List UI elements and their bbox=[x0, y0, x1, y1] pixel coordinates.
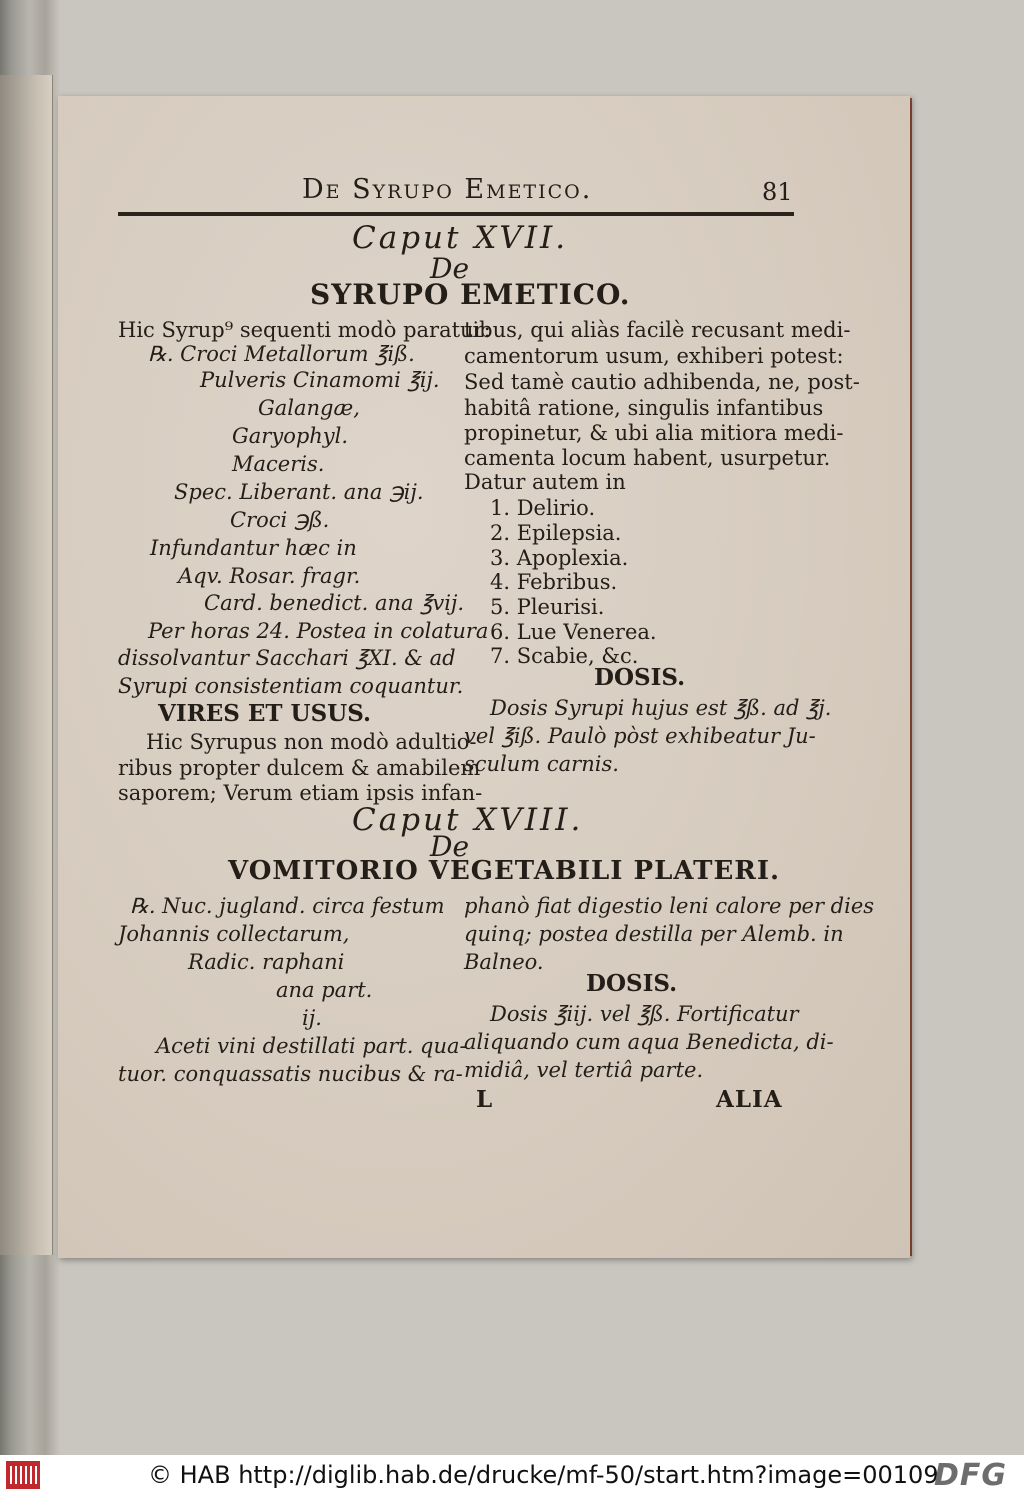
dosis-heading: DOSIS. bbox=[594, 664, 686, 691]
text-line: Dosis Syrupi hujus est ℥ß. ad ℥j. bbox=[490, 696, 832, 720]
list-item: 5. Pleurisi. bbox=[490, 595, 605, 619]
text-line: Aceti vini destillati part. qua- bbox=[156, 1034, 467, 1058]
text-line: Johannis collectarum, bbox=[118, 922, 350, 946]
text-line: phanò fiat digestio leni calore per dies bbox=[464, 894, 875, 918]
page-number: 81 bbox=[762, 178, 793, 206]
text-line: propinetur, & ubi alia mitiora medi- bbox=[464, 421, 844, 445]
list-item: 4. Febribus. bbox=[490, 570, 618, 594]
hab-logo-icon bbox=[6, 1461, 40, 1489]
text-line: Card. benedict. ana ℥vij. bbox=[204, 591, 465, 615]
text-line: camenta locum habent, usurpetur. bbox=[464, 446, 831, 470]
text-line: Datur autem in bbox=[464, 470, 626, 494]
text-line: dissolvantur Sacchari ℥XI. & ad bbox=[118, 646, 456, 670]
signature-mark: L bbox=[476, 1086, 493, 1113]
text-line: Syrupi consistentiam coquantur. bbox=[118, 674, 464, 698]
catchword: ALIA bbox=[716, 1086, 783, 1113]
dosis-heading: DOSIS. bbox=[586, 970, 678, 997]
chapter-title: Caput XVIII. bbox=[352, 802, 584, 838]
previous-page-edge bbox=[0, 75, 53, 1255]
chapter-heading: VOMITORIO VEGETABILI PLATERI. bbox=[228, 856, 781, 886]
text-line: ij. bbox=[302, 1006, 322, 1030]
text-line: aliquando cum aqua Benedicta, di- bbox=[464, 1030, 834, 1054]
text-line: Infundantur hæc in bbox=[150, 536, 357, 560]
list-item: 3. Apoplexia. bbox=[490, 546, 629, 570]
header-rule bbox=[118, 212, 794, 216]
text-line: sculum carnis. bbox=[464, 752, 619, 776]
text-line: Galangæ, bbox=[258, 396, 360, 420]
text-line: Garyophyl. bbox=[232, 424, 349, 448]
text-line: ribus propter dulcem & amabilem bbox=[118, 756, 481, 780]
text-line: Per horas 24. Postea in colatura bbox=[148, 619, 489, 643]
text-line: ℞. Croci Metallorum ℥iß. bbox=[148, 342, 415, 366]
text-line: Aqv. Rosar. fragr. bbox=[178, 564, 361, 588]
list-item: 2. Epilepsia. bbox=[490, 521, 622, 545]
text-line: camentorum usum, exhiberi potest: bbox=[464, 344, 844, 368]
list-item: 6. Lue Venerea. bbox=[490, 620, 657, 644]
chapter-title: Caput XVII. bbox=[352, 220, 569, 256]
text-line: Maceris. bbox=[232, 452, 325, 476]
text-line: Dosis ℥iij. vel ℥ß. Fortificatur bbox=[490, 1002, 799, 1026]
text-line: tibus, qui aliàs facilè recusant medi- bbox=[464, 318, 851, 342]
chapter-heading: SYRUPO EMETICO. bbox=[310, 278, 631, 311]
vires-heading: VIRES ET USUS. bbox=[158, 700, 372, 727]
text-line: ℞. Nuc. jugland. circa festum bbox=[130, 894, 445, 918]
running-head: De Syrupo Emetico. bbox=[302, 174, 593, 205]
list-item: 1. Delirio. bbox=[490, 496, 596, 520]
text-line: ana part. bbox=[276, 978, 373, 1002]
text-line: saporem; Verum etiam ipsis infan- bbox=[118, 781, 483, 805]
text-line: vel ℥iß. Paulò pòst exhibeatur Ju- bbox=[464, 724, 816, 748]
dfg-logo: DFG bbox=[934, 1458, 1008, 1493]
text-line: Sed tamè cautio adhibenda, ne, post- bbox=[464, 370, 860, 394]
text-line: habitâ ratione, singulis infantibus bbox=[464, 396, 824, 420]
text-line: Hic Syrupus non modò adultio- bbox=[146, 730, 477, 754]
text-line: Pulveris Cinamomi ℥ij. bbox=[200, 368, 440, 392]
text-line: Croci ℈ß. bbox=[230, 508, 330, 532]
text-line: Hic Syrup⁹ sequenti modò paratur: bbox=[118, 318, 491, 342]
text-line: Balneo. bbox=[464, 950, 544, 974]
list-item: 7. Scabie, &c. bbox=[490, 644, 639, 668]
footer-credit-link[interactable]: © HAB http://diglib.hab.de/drucke/mf-50/start.htm?image=00109 bbox=[148, 1461, 939, 1489]
text-line: Radic. raphani bbox=[188, 950, 345, 974]
text-line: quinq; postea destilla per Alemb. in bbox=[464, 922, 844, 946]
chapter-de: De bbox=[430, 252, 470, 285]
text-line: midiâ, vel tertiâ parte. bbox=[464, 1058, 704, 1082]
text-line: Spec. Liberant. ana ℈ij. bbox=[174, 480, 424, 504]
chapter-de: De bbox=[430, 830, 470, 863]
text-line: tuor. conquassatis nucibus & ra- bbox=[118, 1062, 463, 1086]
